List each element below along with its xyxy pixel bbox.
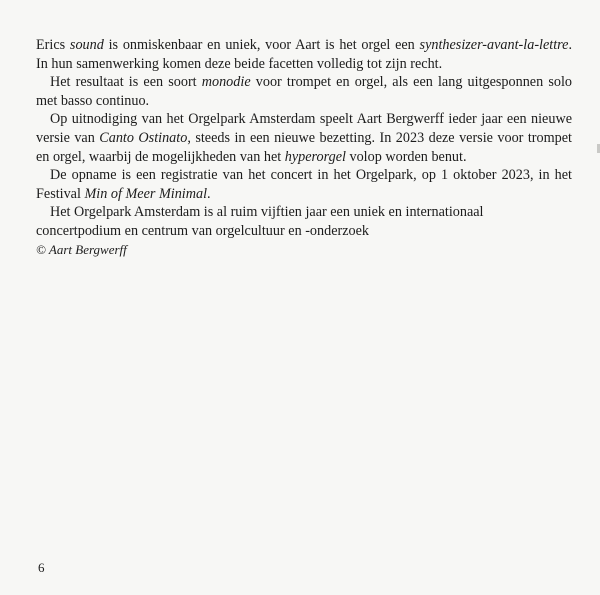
paragraph-recording [36,166,572,203]
paragraph-orgelpark [36,203,572,240]
paragraph-invitation [36,110,572,166]
text-run: Erics [36,37,70,53]
text-run: Op uitnodiging van het Orgelpark Amsterdam speelt Aart Bergwerff ieder jaar een nieuwe versie van [36,111,572,146]
author-credit: © Aart Bergwerff [36,241,127,257]
italic-term-synthesizer: synthesizer-avant-la-lettre [419,37,569,53]
italic-title-festival: Min of Meer Minimal [84,185,208,202]
text-run: , steeds in een nieuwe bezetting. In 2023 deze versie voor trompet en orgel, waarbij de mogelijkheden van het [36,129,572,165]
text-run: Het resultaat is een soort [50,74,202,91]
paragraph-result [36,73,572,110]
text-run: volop worden benut. [345,148,467,165]
text-run: . [207,185,211,202]
text-run: voor trompet en orgel, als een lang uitgesponnen solo met basso continuo. [36,74,572,109]
paragraph-sound [36,36,572,73]
text-run: Het Orgelpark Amsterdam is al ruim vijftien jaar een uniek en internationaal concertpodium en centrum van orgelcultuur en -onderzoek [36,204,484,239]
text-run: . In hun samenwerking komen deze beide facetten volledig tot zijn recht. [36,37,572,72]
italic-title-canto-ostinato: Canto Ostinato [99,129,188,146]
text-run: De opname is een registratie van het concert in het Orgelpark, op 1 oktober 2023, in het Festival [36,167,572,202]
italic-term-monodie: monodie [201,74,251,91]
body-text [36,36,572,259]
italic-term-hyperorgel: hyperorgel [284,148,346,165]
page-number: 6 [38,560,45,575]
italic-term-sound: sound [69,37,104,53]
text-run: is onmiskenbaar en uniek, voor Aart is het orgel een [103,37,420,53]
